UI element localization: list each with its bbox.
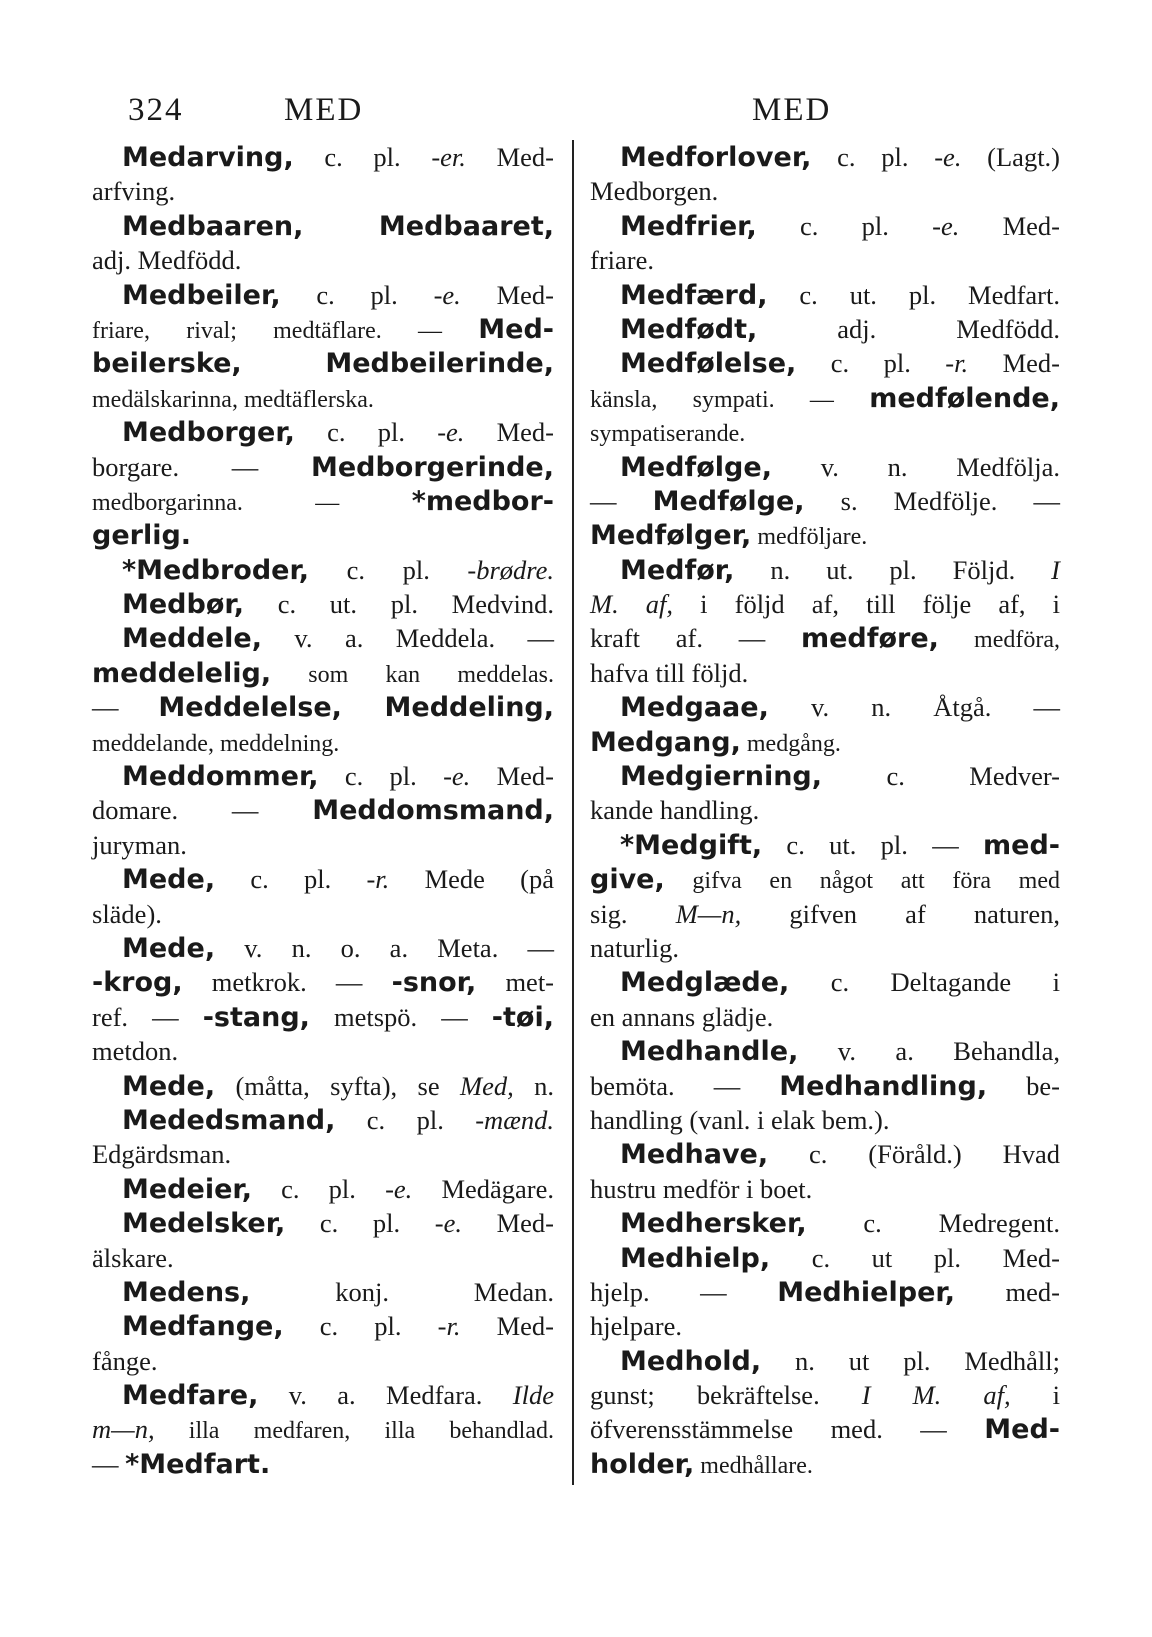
definition-text: arfving. — [92, 176, 176, 207]
definition-text: sympatiserande. — [590, 421, 746, 448]
dictionary-line — [590, 621, 1060, 655]
definition-text: känsla, sympati. — — [590, 386, 870, 413]
definition-text: s. Medfölje. — — [804, 485, 1061, 516]
definition-text: kraft af. — — [590, 623, 801, 654]
definition-text: c. pl. — [293, 142, 432, 172]
definition-text: i följd af, till följe af, i — [673, 589, 1060, 620]
headword: Medfødt, — [620, 313, 758, 345]
definition-text: naturlig. — [590, 932, 680, 963]
definition-text: Med- — [968, 348, 1060, 379]
definition-text: c. Medver- — [822, 761, 1060, 792]
definition-text: medborgarinna. — — [92, 489, 412, 516]
headword: Medfølge, — [620, 451, 772, 483]
definition-text: gifva en något att föra med — [664, 868, 1060, 895]
headword: Medhersker, — [620, 1208, 807, 1240]
dictionary-line — [590, 140, 1060, 174]
definition-text: v. n. Medfölja. — [771, 451, 1060, 482]
headword: Medbør, — [122, 589, 244, 621]
definition-text: gifven af naturen, — [741, 898, 1060, 929]
headword: Medglæde, — [620, 967, 790, 999]
dictionary-line — [590, 862, 1060, 896]
definition-text: Med- — [460, 279, 555, 310]
dictionary-line — [92, 1103, 554, 1137]
headword: Med- — [478, 313, 554, 345]
definition-text: Mede (på — [389, 864, 554, 895]
definition-text: c. pl. — [294, 417, 438, 448]
dictionary-line — [590, 484, 1060, 518]
dictionary-line — [92, 1378, 554, 1412]
dictionary-line — [92, 450, 554, 484]
headword: *Medbroder, — [122, 554, 310, 586]
definition-text: -e. — [932, 210, 960, 241]
definition-text: m—n, — [92, 1414, 155, 1445]
headword: medfølende, — [869, 382, 1060, 414]
definition-text: en annans glädje. — [590, 1001, 774, 1032]
dictionary-line — [590, 931, 1060, 965]
definition-text: c. Medregent. — [806, 1208, 1060, 1239]
definition-text: c. ut. pl. Medvind. — [244, 589, 554, 620]
definition-text: hustru medför i boet. — [590, 1173, 813, 1204]
definition-text: öfverensstämmelse med. — — [590, 1414, 985, 1445]
definition-text: Ilde — [512, 1380, 554, 1411]
headword: Medfør, — [620, 554, 735, 586]
dictionary-line — [590, 1137, 1060, 1171]
definition-text: -r. — [437, 1311, 461, 1342]
dictionary-line — [590, 450, 1060, 484]
headword: Meddomsmand, — [312, 795, 554, 827]
definition-text: c. Deltagande i — [789, 967, 1060, 998]
definition-text: — — [92, 692, 159, 723]
headword: med- — [983, 829, 1060, 861]
dictionary-line — [590, 518, 1060, 552]
definition-text: kande handling. — [590, 795, 760, 826]
dictionary-line — [92, 1034, 554, 1068]
dictionary-line — [590, 1206, 1060, 1240]
headword: *Medgift, — [620, 829, 763, 861]
dictionary-line — [92, 862, 554, 896]
headword: Medforlover, — [620, 142, 812, 173]
headword: Medborger, — [122, 417, 295, 449]
definition-text: fånge. — [92, 1345, 158, 1376]
headword: Medarving, — [122, 142, 294, 173]
definition-text: I — [1051, 554, 1060, 585]
headword: -krog, — [92, 967, 183, 999]
left-column — [92, 140, 554, 1481]
definition-text: -mænd. — [475, 1104, 554, 1135]
definition-text: -e. — [385, 1173, 413, 1204]
definition-text: c. ut pl. Med- — [770, 1242, 1060, 1273]
dictionary-line — [590, 965, 1060, 999]
headword: Mede, — [122, 864, 216, 896]
dictionary-line — [92, 415, 554, 449]
headword: -stang, — [202, 1001, 310, 1033]
definition-text: ref. — — [92, 1001, 203, 1032]
dictionary-line — [590, 174, 1060, 208]
dictionary-line — [92, 793, 554, 827]
headword: -snor, — [391, 967, 477, 999]
headword: Medgaae, — [620, 692, 769, 724]
headword: give, — [590, 864, 665, 896]
definition-text: Medborgen. — [590, 176, 719, 207]
definition-text: metkrok. — — [182, 967, 392, 998]
dictionary-line — [92, 381, 554, 415]
definition-text: älskare. — [92, 1242, 174, 1273]
dictionary-line — [92, 897, 554, 931]
headword: Medelsker, — [122, 1208, 286, 1240]
dictionary-line — [590, 1241, 1060, 1275]
headword: Meddommer, — [122, 761, 319, 793]
definition-text: som kan meddelas. — [271, 661, 554, 688]
definition-text: v. n. Åtgå. — — [768, 692, 1060, 723]
definition-text: c. pl. — [811, 142, 935, 172]
dictionary-line — [590, 346, 1060, 380]
dictionary-line — [92, 931, 554, 965]
dictionary-line — [590, 415, 1060, 449]
headword: Mededsmand, — [122, 1104, 336, 1136]
dictionary-line — [590, 1309, 1060, 1343]
headword: Medhandle, — [620, 1036, 799, 1068]
headword: Medfare, — [122, 1380, 259, 1412]
headword: Medfølger, — [590, 520, 752, 552]
dictionary-line — [92, 587, 554, 621]
dictionary-line — [590, 1378, 1060, 1412]
definition-text: med- — [955, 1276, 1060, 1307]
definition-text: medgång. — [740, 730, 841, 757]
definition-text: bemöta. — — [590, 1070, 780, 1101]
dictionary-line — [92, 656, 554, 690]
definition-text: Med- — [464, 417, 555, 448]
headword: Medfærd, — [620, 279, 768, 311]
right-guideword: MED — [752, 92, 832, 128]
headword: *medbor- — [411, 485, 554, 517]
headword: -tøi, — [491, 1001, 554, 1033]
dictionary-line — [92, 1241, 554, 1275]
definition-text: -e. — [443, 761, 471, 792]
definition-text: metspö. — — [309, 1001, 492, 1032]
dictionary-line — [590, 1034, 1060, 1068]
definition-text: Med- — [959, 210, 1060, 241]
headword: Medeier, — [122, 1173, 252, 1205]
definition-text: I M. af, — [861, 1380, 1011, 1411]
dictionary-line — [590, 690, 1060, 724]
definition-text: illa medfaren, illa behandlad. — [154, 1418, 554, 1445]
headword: Mede, — [122, 932, 216, 964]
dictionary-line — [590, 1412, 1060, 1446]
definition-text: metdon. — [92, 1036, 179, 1067]
definition-text: v. a. Meddela. — — [261, 623, 554, 654]
headword: meddelelig, — [92, 657, 272, 689]
definition-text: -e. — [433, 279, 461, 310]
dictionary-line — [92, 1344, 554, 1378]
dictionary-line — [92, 346, 554, 380]
definition-text: Med- — [461, 1208, 554, 1239]
definition-text: n. ut pl. Medhåll; — [761, 1345, 1060, 1376]
definition-text: c. pl. — [283, 1311, 438, 1342]
dictionary-line — [590, 656, 1060, 690]
dictionary-line — [92, 1000, 554, 1034]
dictionary-line — [590, 587, 1060, 621]
dictionary-line — [92, 759, 554, 793]
headword: Medfrier, — [620, 210, 757, 242]
dictionary-line — [92, 243, 554, 277]
definition-text: friare. — [590, 245, 654, 276]
definition-text: be- — [987, 1070, 1060, 1101]
headword: Medgang, — [590, 726, 741, 758]
dictionary-line — [92, 621, 554, 655]
dictionary-line — [590, 1103, 1060, 1137]
headword: *Medfart. — [125, 1448, 271, 1480]
headword: Medborgerinde, — [310, 451, 554, 483]
definition-text: friare, rival; medtäflare. — — [92, 317, 479, 344]
dictionary-line — [590, 828, 1060, 862]
definition-text: -brødre. — [467, 554, 554, 585]
definition-text: -e. — [437, 417, 465, 448]
definition-text: medföljare. — [751, 524, 868, 551]
headword: Medgierning, — [620, 761, 822, 793]
definition-text: hjelpare. — [590, 1311, 682, 1342]
page-number: 324 — [128, 92, 184, 128]
dictionary-line — [92, 1206, 554, 1240]
definition-text: medälskarinna, medtäflerska. — [92, 386, 374, 413]
definition-text: M—n, — [675, 898, 742, 929]
definition-text: släde). — [92, 898, 162, 929]
definition-text: domare. — — [92, 795, 313, 826]
definition-text: i — [1010, 1380, 1060, 1411]
definition-text: borgare. — — [92, 451, 311, 482]
definition-text: c. pl. — [252, 1173, 386, 1204]
definition-text: juryman. — [92, 829, 187, 860]
definition-text: n. — [513, 1070, 555, 1101]
definition-text: v. a. Medfara. — [258, 1380, 513, 1411]
dictionary-line — [92, 1069, 554, 1103]
headword: Medhielp, — [620, 1242, 771, 1274]
headword: Medfange, — [122, 1311, 284, 1343]
headword: medføre, — [800, 623, 939, 655]
definition-text: gunst; bekräftelse. — [590, 1380, 862, 1411]
headword: Medhave, — [620, 1139, 769, 1171]
dictionary-line — [590, 897, 1060, 931]
dictionary-line — [92, 725, 554, 759]
definition-text: Med- — [470, 761, 555, 792]
definition-text: -e. — [434, 1208, 462, 1239]
dictionary-line — [92, 690, 554, 724]
headword: Med- — [984, 1414, 1060, 1446]
right-column — [590, 140, 1060, 1481]
definition-text: M. af, — [590, 589, 674, 620]
dictionary-line — [590, 1275, 1060, 1309]
dictionary-line — [590, 1069, 1060, 1103]
dictionary-line — [92, 518, 554, 552]
definition-text: (måtta, syfta), se — [215, 1070, 461, 1101]
definition-text: sig. — [590, 898, 676, 929]
dictionary-line — [92, 312, 554, 346]
definition-text: v. n. o. a. Meta. — — [215, 932, 554, 963]
definition-text: -e. — [934, 142, 962, 172]
dictionary-line — [590, 1344, 1060, 1378]
definition-text: Medägare. — [412, 1173, 555, 1204]
definition-text: Med- — [460, 1311, 555, 1342]
definition-text: -er. — [431, 142, 466, 172]
dictionary-line — [92, 965, 554, 999]
definition-text: konj. Medan. — [250, 1276, 554, 1307]
definition-text: c. (Föråld.) Hvad — [768, 1139, 1060, 1170]
headword: Medens, — [122, 1276, 251, 1308]
definition-text: c. pl. — [280, 279, 434, 310]
dictionary-line — [92, 1275, 554, 1309]
headword: Medbeiler, — [122, 279, 281, 311]
definition-text: c. pl. — [756, 210, 933, 241]
dictionary-line — [92, 1172, 554, 1206]
headword: beilerske, Medbeilerinde, — [92, 348, 554, 380]
definition-text: -r. — [366, 864, 390, 895]
headword: holder, — [590, 1448, 695, 1480]
definition-text: — — [590, 485, 653, 516]
headword: Mede, — [122, 1070, 216, 1102]
dictionary-line — [590, 1172, 1060, 1206]
dictionary-line — [590, 553, 1060, 587]
headword: Medfølelse, — [620, 348, 797, 380]
definition-text: Med- — [465, 142, 555, 172]
definition-text: c. pl. — [285, 1208, 435, 1239]
dictionary-line — [590, 1447, 1060, 1481]
headword: Medbaaren, Medbaaret, — [122, 210, 554, 242]
definition-text: n. ut. pl. Följd. — [734, 554, 1052, 585]
definition-text: c. pl. — [335, 1104, 476, 1135]
dictionary-line — [92, 1309, 554, 1343]
headword: Medhold, — [620, 1345, 762, 1377]
headword: gerlig. — [92, 520, 192, 552]
dictionary-line — [92, 174, 554, 208]
definition-text: c. pl. — [796, 348, 946, 379]
dictionary-line — [590, 793, 1060, 827]
dictionary-line — [92, 484, 554, 518]
definition-text: hjelp. — — [590, 1276, 778, 1307]
column-divider — [572, 140, 574, 1485]
dictionary-line — [92, 553, 554, 587]
headword: Meddele, — [122, 623, 262, 655]
definition-text: c. pl. — [309, 554, 468, 585]
definition-text: (Lagt.) — [961, 142, 1061, 172]
dictionary-line — [590, 381, 1060, 415]
dictionary-line — [590, 1000, 1060, 1034]
left-guideword: MED — [284, 92, 364, 128]
definition-text: medföra, — [938, 627, 1060, 654]
definition-text: Edgärdsman. — [92, 1139, 232, 1170]
definition-text: c. ut. pl. — — [762, 829, 984, 860]
dictionary-line — [590, 243, 1060, 277]
definition-text: c. pl. — [215, 864, 367, 895]
definition-text: handling (vanl. i elak bem.). — [590, 1104, 890, 1135]
dictionary-line — [590, 209, 1060, 243]
headword: Meddelelse, Meddeling, — [158, 692, 554, 724]
dictionary-line — [92, 140, 554, 174]
dictionary-line — [92, 209, 554, 243]
dictionary-line — [92, 278, 554, 312]
dictionary-line — [590, 278, 1060, 312]
definition-text: -r. — [945, 348, 969, 379]
headword: Medhandling, — [779, 1070, 988, 1102]
definition-text: Med, — [460, 1070, 514, 1101]
definition-text: met- — [476, 967, 555, 998]
dictionary-line — [92, 1137, 554, 1171]
definition-text: meddelande, meddelning. — [92, 730, 340, 757]
headword: Medfølge, — [652, 485, 805, 517]
definition-text: hafva till följd. — [590, 657, 749, 688]
definition-text: adj. Medfödd. — [757, 313, 1060, 344]
definition-text: v. a. Behandla, — [798, 1036, 1060, 1067]
dictionary-line — [590, 312, 1060, 346]
definition-text: — — [92, 1448, 126, 1479]
headword: Medhielper, — [777, 1276, 955, 1308]
dictionary-line — [92, 828, 554, 862]
definition-text: medhållare. — [694, 1452, 813, 1479]
dictionary-line — [92, 1447, 554, 1481]
definition-text: c. ut. pl. Medfart. — [767, 279, 1060, 310]
dictionary-line — [590, 725, 1060, 759]
dictionary-line — [590, 759, 1060, 793]
dictionary-line — [92, 1412, 554, 1446]
definition-text: c. pl. — [318, 761, 444, 792]
definition-text: adj. Medfödd. — [92, 245, 242, 276]
